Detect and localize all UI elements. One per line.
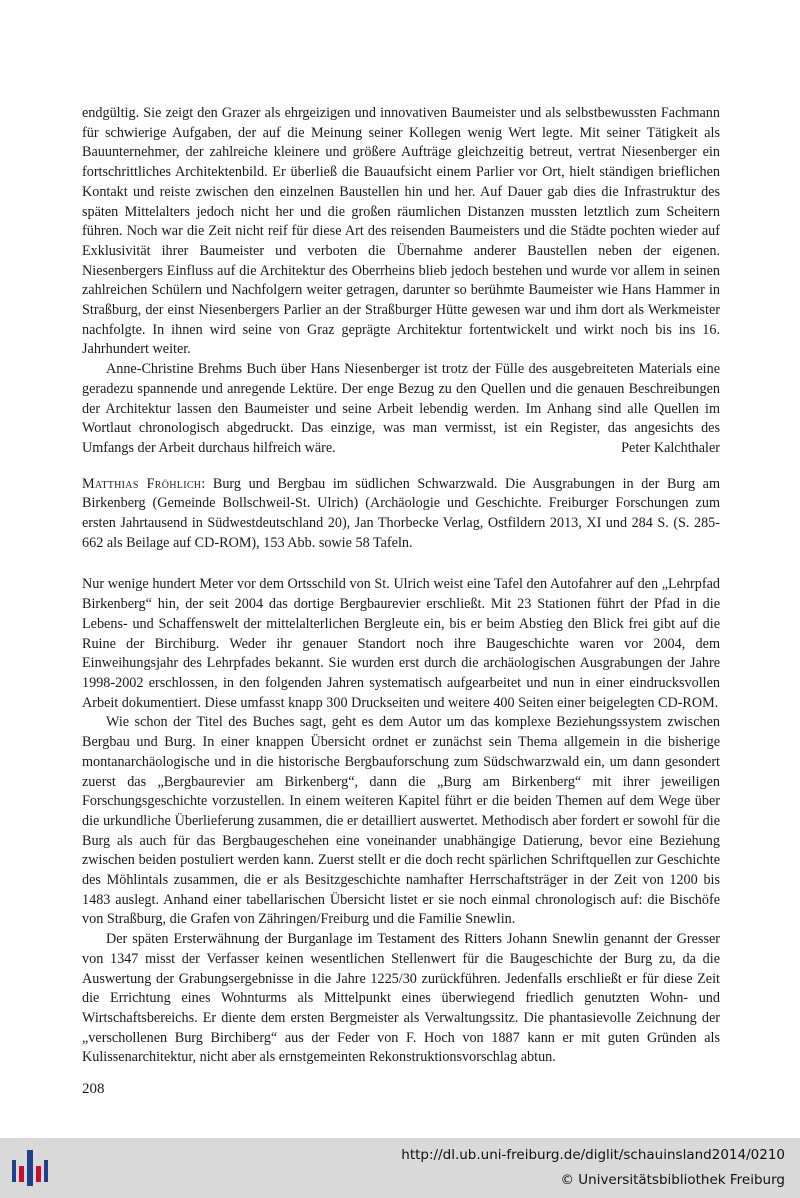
ub-freiburg-logo-icon (10, 1146, 54, 1190)
review2-paragraph-2: Wie schon der Titel des Buches sagt, geht es dem Autor um das komplexe Beziehungssystem zwischen Bergbau und Burg. In einer knappen Übersicht ordnet er zunächst sein Thema allgemein in die bisherige montanarchäologische und in die historische Bergbauforschung zum Südschwarzwald ein, um dann gesondert zuerst das „Bergbaurevier am Birkenberg“, dann die „Burg am Birkenberg“ mit ihrer jeweiligen Forschungsgeschichte vorzustellen. In einem weiteren Kapitel führt er die beiden Themen auf dem Wege über die urkundliche Überlieferung zusammen, die er detailliert auswertet. Methodisch aber fordert er sowohl für die Burg als auch für das Bergbaugeschehen eine voneinander unabhängige Datierung, bevor eine Beziehung zwischen beiden postuliert werden kann. Zuerst stellt er die doch recht spärlichen Schriftquellen zur Geschichte des Möhlintals zusammen, die er als Besitzgeschichte namhafter Herrschaftsträger in der Zeit von 1200 bis 1483 auslegt. Anhand einer tabellarischen Übersicht listet er sie noch einmal chronologisch auf: die Bischöfe von Straßburg, die Grafen von Zähringen/Freiburg und die Familie Snewlin. (82, 714, 720, 928)
review1-paragraph-1: endgültig. Sie zeigt den Grazer als ehrgeizigen und innovativen Baumeister und als selbstbewussten Fachmann für schwierige Aufgaben, der auf die Meinung seiner Kollegen wenig Wert legte. Mit seiner Tätigkeit als Bauunternehmer, der zahlreiche kleinere und größere Aufträge gleichzeitig betreut, vertrat Niesenberger ein fortschrittliches Architektenbild. Er überließ die Bauaufsicht einem Parlier vor Ort, hielt ständigen brieflichen Kontakt und reiste zwischen den einzelnen Baustellen hin und her. Auf Dauer gab dies die Infrastruktur des späten Mittelalters jedoch nicht her und die großen räumlichen Distanzen mussten letztlich zum Scheitern führen. Noch war die Zeit nicht reif für diese Art des reisenden Baumeisters und die Städte pochten wieder auf Exklusivität ihrer Baumeister und verboten die Übernahme anderer Baustellen neben der eigenen. Niesenbergers Einfluss auf die Architektur des Oberrheins blieb jedoch bestehen und wurde vor allem in seinen zahlreichen Schülern und Nachfolgern weiter getragen, darunter so berühmte Baumeister wie Hans Hammer in Straßburg, der einst Niesenbergers Parlier an der Straßburger Hütte gewesen war und ihm dort als Werkmeister nachfolgte. In ihnen wird seine von Graz geprägte Architektur fortentwickelt und wirkt noch bis ins 16. Jahrhundert weiter. (82, 105, 720, 358)
source-url-link[interactable]: http://dl.ub.uni-freiburg.de/diglit/schauinsland2014/0210 (401, 1147, 785, 1163)
review2-body (82, 575, 720, 1068)
review2-author: Matthias Fröhlich (82, 475, 202, 492)
review2-citation (82, 475, 720, 554)
review2-paragraph-1: Nur wenige hundert Meter vor dem Ortsschild von St. Ulrich weist eine Tafel den Autofahrer auf den „Lehrpfad Birkenberg“ hin, der seit 2004 das dortige Bergbaurevier erschließt. Mit 23 Stationen führt der Pfad in die Lebens- und Schaffenswelt der mittelalterlichen Bergleute ein, bis er beim Abstieg den Blick frei gibt auf die Ruine der Birchiburg. Weder ihr genauer Standort noch ihre Baugeschichte waren vor 2004, dem Einweihungsjahr des Lehrpfades bekannt. Sie wurden erst durch die archäologischen Ausgrabungen der Jahre 1998-2002 erschlossen, in den folgenden Jahren systematisch aufgearbeitet und nun in einer eindrucksvollen Arbeit dokumentiert. Diese umfasst knapp 300 Druckseiten und weitere 400 Seiten einer beigelegten CD-ROM. (82, 576, 720, 711)
review1-paragraph-2: Anne-Christine Brehms Buch über Hans Niesenberger ist trotz der Fülle des ausgebreiteten Materials eine geradezu spannende und anregende Lektüre. Der enge Bezug zu den Quellen und die genauen Beschreibungen der Architektur lassen den Baumeister und seine Arbeit lebendig werden. Im Anhang sind alle Quellen im Wortlaut chronologisch abgedruckt. Das einzige, was man vermisst, ist ein Register, das angesichts des Umfangs der Arbeit durchaus hilfreich wäre. (82, 361, 720, 456)
reviewer-signature: Peter Kalchthaler (621, 439, 720, 456)
copyright-notice: © Universitätsbibliothek Freiburg (560, 1172, 785, 1188)
text-column (82, 104, 720, 1068)
review2-paragraph-3: Der späten Ersterwähnung der Burganlage im Testament des Ritters Johann Snewlin genannt der Gresser von 1347 misst der Verfasser keinen wesentlichen Stellenwert für die Baugeschichte der Burg zu, da die Auswertung der Grabungsergebnisse in die Jahre 1225/30 zurückführen. Jedenfalls erschließt er für diese Zeit die Errichtung eines Wohnturms als Mittelpunkt eines überwiegend friedlich genutzten Wohn- und Wirtschaftsbereichs. Er diente dem ersten Bergmeister als Verwaltungssitz. Die phantasievolle Zeichnung der „verschollenen Burg Birchiberg“ aus der Feder von F. Hoch von 1887 kann er mit guten Gründen als Kulissenarchitektur, nicht aber als ernstgemeinten Rekonstruktionsvorschlag abtun. (82, 931, 720, 1066)
review2-citation-text: : Burg und Bergbau im südlichen Schwarzwald. Die Ausgrabungen in der Burg am Birkenberg (Gemeinde Bollschweil-St. Ulrich) (Archäologie und Geschichte. Freiburger Forschungen zum ersten Jahrtausend in Südwestdeutschland 20), Jan Thorbecke Verlag, Ostfildern 2013, XI und 284 S. (S. 285-662 als Beilage auf CD-ROM), 153 Abb. sowie 58 Tafeln. (82, 475, 720, 551)
page-number: 208 (82, 1081, 105, 1097)
footer-bar (0, 1138, 800, 1198)
